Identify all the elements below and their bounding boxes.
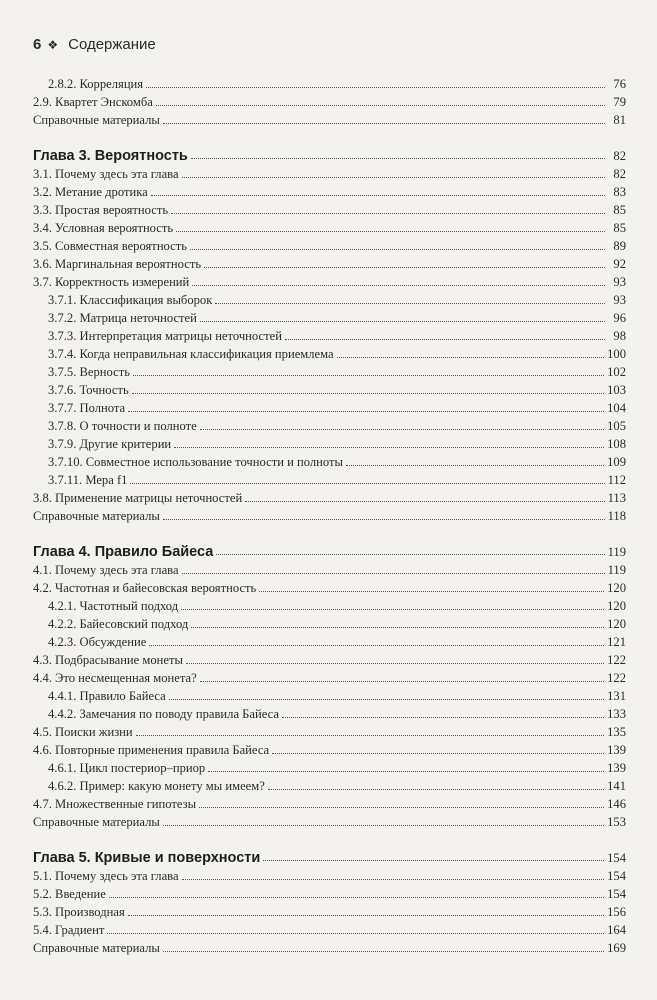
toc-chapter-row — [33, 844, 626, 866]
toc-entry-row — [33, 668, 626, 686]
toc-entry-row — [33, 380, 626, 398]
toc-leader-dots — [200, 429, 604, 430]
toc-entry-title: Справочные материалы — [33, 941, 160, 955]
toc-page-number: 103 — [607, 383, 626, 397]
toc-entry-title: 4.5. Поиски жизни — [33, 725, 133, 739]
toc-entry-title: 4.2.2. Байесовский подход — [48, 617, 189, 631]
toc-chapter-row — [33, 538, 626, 560]
toc-page-number: 102 — [607, 365, 626, 379]
toc-leader-dots — [107, 933, 604, 934]
toc-entry-title: 3.1. Почему здесь эта глава — [33, 167, 179, 181]
toc-leader-dots — [191, 627, 604, 628]
toc-page-number: 113 — [607, 491, 626, 505]
toc-page-number: 108 — [607, 437, 626, 451]
toc-entry-row — [33, 758, 626, 776]
toc-entry-row — [33, 398, 626, 416]
toc-page-number: 81 — [613, 113, 626, 127]
toc-entry-row — [33, 236, 626, 254]
toc-leader-dots — [109, 897, 604, 898]
toc-leader-dots — [171, 213, 605, 214]
toc-leader-dots — [208, 771, 604, 772]
toc-leader-dots — [169, 699, 604, 700]
toc-page-number: 96 — [613, 311, 626, 325]
toc-page-number: 139 — [607, 743, 626, 757]
toc-entry-title: 4.4.1. Правило Байеса — [48, 689, 166, 703]
toc-entry-title: 3.7.2. Матрица неточностей — [48, 311, 197, 325]
running-header-title: Содержание — [68, 36, 156, 53]
toc-leader-dots — [128, 411, 604, 412]
toc-entry-row — [33, 614, 626, 632]
toc-leader-dots — [285, 339, 605, 340]
toc-page-number: 93 — [613, 293, 626, 307]
toc-page-number: 121 — [607, 635, 626, 649]
toc-entry-row — [33, 722, 626, 740]
toc-page-number: 154 — [607, 851, 626, 865]
toc-page-number: 141 — [607, 779, 626, 793]
toc-entry-title: 3.7.11. Мера f1 — [48, 473, 128, 487]
toc-chapter-row — [33, 142, 626, 164]
toc-entry-row — [33, 344, 626, 362]
toc-entry-row — [33, 578, 626, 596]
toc-entry-row — [33, 866, 626, 884]
toc-entry-row — [33, 506, 626, 524]
toc-page-number: 98 — [613, 329, 626, 343]
toc-entry-row — [33, 488, 626, 506]
toc-entry-title: 3.7.1. Классификация выборок — [48, 293, 213, 307]
toc-page-number: 120 — [607, 599, 626, 613]
toc-leader-dots — [163, 519, 605, 520]
toc-entry-row — [33, 686, 626, 704]
toc-entry-title: 3.7.4. Когда неправильная классификация приемлема — [48, 347, 334, 361]
toc-entry-title: 3.7.3. Интерпретация матрицы неточностей — [48, 329, 282, 343]
toc-chapter-title: Глава 5. Кривые и поверхности — [33, 850, 261, 866]
toc-leader-dots — [163, 123, 605, 124]
toc-leader-dots — [282, 717, 604, 718]
toc-leader-dots — [163, 951, 604, 952]
toc-page-number: 100 — [607, 347, 626, 361]
toc-entry-row — [33, 218, 626, 236]
toc-entry-title: 3.7. Корректность измерений — [33, 275, 190, 289]
toc-leader-dots — [337, 357, 605, 358]
toc-leader-dots — [128, 915, 604, 916]
toc-leader-dots — [245, 501, 604, 502]
toc-page-number: 85 — [613, 221, 626, 235]
toc-leader-dots — [191, 158, 605, 159]
toc-leader-dots — [204, 267, 605, 268]
toc-entry-row — [33, 704, 626, 722]
toc-entry-row — [33, 794, 626, 812]
toc-entry-title: 4.3. Подбрасывание монеты — [33, 653, 183, 667]
toc-entry-title: 4.2. Частотная и байесовская вероятность — [33, 581, 257, 595]
toc-page-number: 154 — [607, 869, 626, 883]
toc-page-number: 154 — [607, 887, 626, 901]
toc-page-number: 120 — [607, 617, 626, 631]
toc-page-number: 120 — [607, 581, 626, 595]
toc-page-number: 93 — [613, 275, 626, 289]
toc-entry-row — [33, 272, 626, 290]
toc-entry-title: 3.7.6. Точность — [48, 383, 129, 397]
toc-page-number: 82 — [613, 149, 626, 163]
toc-leader-dots — [156, 105, 605, 106]
toc-entry-title: 4.6. Повторные применения правила Байеса — [33, 743, 270, 757]
toc-entry-title: 3.8. Применение матрицы неточностей — [33, 491, 243, 505]
toc-leader-dots — [136, 735, 604, 736]
toc-leader-dots — [181, 609, 604, 610]
toc-entry-title: 3.7.5. Верность — [48, 365, 130, 379]
toc-entry-row — [33, 254, 626, 272]
toc-page-number: 105 — [607, 419, 626, 433]
toc-entry-row — [33, 362, 626, 380]
toc-leader-dots — [268, 789, 604, 790]
toc-entry-row — [33, 884, 626, 902]
toc-page-number: 83 — [613, 185, 626, 199]
toc-entry-row — [33, 200, 626, 218]
toc-page-number: 153 — [607, 815, 626, 829]
toc-entry-row — [33, 92, 626, 110]
toc-entry-row — [33, 110, 626, 128]
toc-entry-title: 4.6.1. Цикл постериор–приор — [48, 761, 206, 775]
toc-page-number: 119 — [607, 563, 626, 577]
toc-entry-row — [33, 920, 626, 938]
toc-entry-row — [33, 776, 626, 794]
toc-entry-row — [33, 632, 626, 650]
toc-entry-title: 5.4. Градиент — [33, 923, 105, 937]
running-header — [33, 36, 156, 53]
toc-entry-title: 5.1. Почему здесь эта глава — [33, 869, 179, 883]
toc-chapter-title: Глава 3. Вероятность — [33, 148, 188, 164]
toc-entry-row — [33, 74, 626, 92]
toc-page-number: 122 — [607, 671, 626, 685]
toc-entry-row — [33, 164, 626, 182]
toc-entry-title: 4.2.3. Обсуждение — [48, 635, 147, 649]
toc-entry-row — [33, 812, 626, 830]
toc-entry-title: 2.8.2. Корреляция — [48, 77, 144, 91]
toc-leader-dots — [186, 663, 604, 664]
toc-entry-title: 3.2. Метание дротика — [33, 185, 148, 199]
toc-page-number: 164 — [607, 923, 626, 937]
toc-entry-title: 4.6.2. Пример: какую монету мы имеем? — [48, 779, 265, 793]
toc-leader-dots — [182, 879, 605, 880]
toc-leader-dots — [149, 645, 604, 646]
toc-page-number: 89 — [613, 239, 626, 253]
toc-page-number: 119 — [607, 545, 626, 559]
toc-page-number: 139 — [607, 761, 626, 775]
toc-entry-title: Справочные материалы — [33, 113, 160, 127]
toc-leader-dots — [130, 483, 604, 484]
toc-leader-dots — [163, 825, 604, 826]
table-of-contents — [33, 74, 626, 956]
toc-leader-dots — [200, 681, 604, 682]
toc-entry-title: 3.7.8. О точности и полноте — [48, 419, 197, 433]
toc-leader-dots — [133, 375, 604, 376]
toc-entry-title: 3.3. Простая вероятность — [33, 203, 169, 217]
toc-page-number: 76 — [613, 77, 626, 91]
toc-chapter-title: Глава 4. Правило Байеса — [33, 544, 214, 560]
toc-leader-dots — [200, 321, 605, 322]
toc-leader-dots — [215, 303, 605, 304]
toc-entry-row — [33, 902, 626, 920]
toc-entry-title: Справочные материалы — [33, 509, 160, 523]
toc-leader-dots — [192, 285, 605, 286]
toc-leader-dots — [190, 249, 605, 250]
toc-entry-row — [33, 740, 626, 758]
toc-leader-dots — [272, 753, 604, 754]
toc-page-number: 169 — [607, 941, 626, 955]
toc-entry-title: 4.1. Почему здесь эта глава — [33, 563, 179, 577]
toc-page-number: 146 — [607, 797, 626, 811]
toc-entry-title: Справочные материалы — [33, 815, 160, 829]
diamond-ornament-icon: ❖ — [47, 37, 59, 52]
toc-leader-dots — [346, 465, 604, 466]
toc-entry-title: 3.7.9. Другие критерии — [48, 437, 172, 451]
toc-entry-row — [33, 452, 626, 470]
toc-entry-row — [33, 596, 626, 614]
toc-entry-title: 4.2.1. Частотный подход — [48, 599, 179, 613]
toc-entry-row — [33, 470, 626, 488]
toc-entry-title: 4.4.2. Замечания по поводу правила Байеса — [48, 707, 279, 721]
toc-leader-dots — [182, 573, 605, 574]
toc-entry-title: 4.7. Множественные гипотезы — [33, 797, 197, 811]
toc-entry-row — [33, 938, 626, 956]
toc-leader-dots — [259, 591, 604, 592]
toc-leader-dots — [176, 231, 605, 232]
toc-page-number: 118 — [607, 509, 626, 523]
toc-page-number: 131 — [607, 689, 626, 703]
toc-page-number: 82 — [613, 167, 626, 181]
toc-entry-row — [33, 650, 626, 668]
toc-page-number: 135 — [607, 725, 626, 739]
toc-page-number: 156 — [607, 905, 626, 919]
toc-entry-row — [33, 560, 626, 578]
toc-entry-title: 3.7.10. Совместное использование точности и полноты — [48, 455, 343, 469]
toc-entry-title: 5.3. Производная — [33, 905, 125, 919]
toc-leader-dots — [263, 860, 604, 861]
toc-leader-dots — [199, 807, 604, 808]
toc-leader-dots — [151, 195, 605, 196]
toc-page-number: 79 — [613, 95, 626, 109]
toc-page-number: 92 — [613, 257, 626, 271]
toc-entry-title: 2.9. Квартет Энскомба — [33, 95, 153, 109]
toc-leader-dots — [182, 177, 605, 178]
toc-page-number: 85 — [613, 203, 626, 217]
toc-page-number: 122 — [607, 653, 626, 667]
toc-leader-dots — [132, 393, 604, 394]
toc-entry-row — [33, 290, 626, 308]
page-number: 6 — [33, 36, 42, 53]
toc-entry-row — [33, 182, 626, 200]
toc-entry-title: 3.7.7. Полнота — [48, 401, 126, 415]
toc-entry-title: 3.6. Маргинальная вероятность — [33, 257, 202, 271]
toc-entry-row — [33, 308, 626, 326]
toc-entry-title: 4.4. Это несмещенная монета? — [33, 671, 197, 685]
toc-leader-dots — [216, 554, 604, 555]
toc-leader-dots — [174, 447, 604, 448]
toc-page-number: 109 — [607, 455, 626, 469]
toc-page-number: 133 — [607, 707, 626, 721]
toc-entry-row — [33, 326, 626, 344]
toc-entry-row — [33, 416, 626, 434]
toc-entry-title: 5.2. Введение — [33, 887, 106, 901]
toc-entry-title: 3.5. Совместная вероятность — [33, 239, 188, 253]
toc-entry-title: 3.4. Условная вероятность — [33, 221, 174, 235]
toc-page-number: 104 — [607, 401, 626, 415]
toc-entry-row — [33, 434, 626, 452]
toc-leader-dots — [146, 87, 605, 88]
toc-page-number: 112 — [607, 473, 626, 487]
